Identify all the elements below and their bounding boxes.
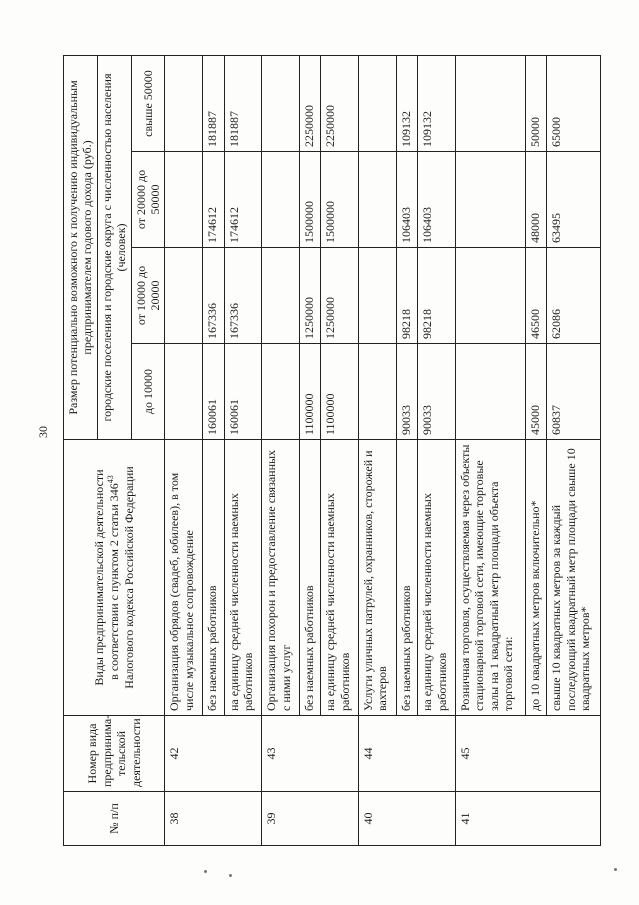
row-value: 160061	[202, 344, 224, 440]
header-activity-line1: Виды предпринимательской деятельности	[92, 469, 107, 686]
row-no: 38	[165, 792, 262, 846]
row-value	[165, 344, 203, 440]
row-type: 44	[359, 716, 456, 792]
scan-speck	[229, 874, 232, 877]
row-value	[165, 248, 203, 344]
row-value: 98218	[396, 248, 418, 344]
row-value	[262, 152, 300, 248]
row-activity: Услуги уличных патрулей, охранников, сторожей и вахтеров	[359, 440, 397, 716]
row-activity: на единицу средней численности наемных работников	[418, 440, 456, 716]
row-value: 2250000	[321, 55, 359, 151]
row-no: 41	[455, 792, 600, 846]
row-value	[455, 152, 525, 248]
row-value: 50000	[525, 55, 547, 151]
row-value: 106403	[396, 152, 418, 248]
row-value: 60837	[547, 344, 601, 440]
row-value: 2250000	[299, 55, 321, 151]
header-activity-footnote: 43	[106, 475, 116, 484]
row-type: 45	[455, 716, 600, 792]
row-value: 167336	[202, 248, 224, 344]
row-value: 167336	[224, 248, 262, 344]
row-value	[359, 248, 397, 344]
header-settlements: городские поселения и городские округа с численностью населения (человек)	[97, 55, 131, 439]
row-value: 106403	[418, 152, 456, 248]
row-type: 43	[262, 716, 359, 792]
header-sub-1: до 10000	[131, 344, 165, 440]
row-activity: без наемных работников	[299, 440, 321, 716]
row-activity: без наемных работников	[202, 440, 224, 716]
table-row	[262, 55, 300, 845]
row-value: 98218	[418, 248, 456, 344]
header-activity-line2: в соответствии с пунктом 2 статьи 346	[107, 483, 122, 680]
scan-speck	[204, 870, 207, 873]
row-value: 181887	[224, 55, 262, 151]
row-value: 174612	[224, 152, 262, 248]
page-number: 30	[36, 426, 50, 438]
row-value	[165, 152, 203, 248]
income-table	[63, 55, 601, 846]
header-type-number: Номер вида предпринима-тельской деятельности	[64, 716, 165, 792]
header-activity-line3: Налогового кодекса Российской Федерации	[121, 466, 136, 689]
row-value: 1500000	[299, 152, 321, 248]
scan-speck	[614, 868, 617, 871]
row-value: 46500	[525, 248, 547, 344]
row-value: 90033	[418, 344, 456, 440]
rotated-table-container	[63, 56, 601, 846]
row-value	[359, 344, 397, 440]
row-no: 39	[262, 792, 359, 846]
row-value: 160061	[224, 344, 262, 440]
row-value	[262, 248, 300, 344]
header-sub-4: свыше 50000	[131, 55, 165, 151]
table-row	[165, 55, 203, 845]
row-value: 65000	[547, 55, 601, 151]
row-value: 48000	[525, 152, 547, 248]
row-value: 90033	[396, 344, 418, 440]
row-value	[359, 55, 397, 151]
row-value	[455, 55, 525, 151]
header-no: № п/п	[64, 792, 165, 846]
row-activity: на единицу средней численности наемных работников	[321, 440, 359, 716]
table-row	[359, 55, 397, 845]
row-value	[359, 152, 397, 248]
header-income: Размер потенциально возможного к получению индивидуальным предпринимателем годового дохода (руб.)	[64, 55, 98, 439]
row-value: 62086	[547, 248, 601, 344]
row-activity: Организация обрядов (свадеб, юбилеев), в том числе музыкальное сопровождение	[165, 440, 203, 716]
row-value: 63495	[547, 152, 601, 248]
table-row	[455, 55, 525, 845]
row-value	[455, 344, 525, 440]
row-value: 1100000	[299, 344, 321, 440]
row-activity: на единицу средней численности наемных работников	[224, 440, 262, 716]
row-value: 109132	[396, 55, 418, 151]
row-value: 181887	[202, 55, 224, 151]
header-activity	[64, 440, 165, 716]
row-value: 1250000	[321, 248, 359, 344]
row-value: 1250000	[299, 248, 321, 344]
row-value: 1100000	[321, 344, 359, 440]
row-activity: свыше 10 квадратных метров за каждый последующий квадратный метр площади свыше 10 квадратных метров*	[547, 440, 601, 716]
row-value	[455, 248, 525, 344]
row-value	[165, 55, 203, 151]
row-value: 174612	[202, 152, 224, 248]
row-activity: Розничная торговля, осуществляемая через объекты стационарной торговой сети, имеющие торговые залы на 1 квадратный метр площади объекта торговой сети:	[455, 440, 525, 716]
header-sub-3: от 20000 до 50000	[131, 152, 165, 248]
row-activity: до 10 квадратных метров включительно*	[525, 440, 547, 716]
row-activity: без наемных работников	[396, 440, 418, 716]
row-value: 45000	[525, 344, 547, 440]
header-sub-2: от 10000 до 20000	[131, 248, 165, 344]
row-activity: Организация похорон и предоставление связанных с ними услуг	[262, 440, 300, 716]
row-value	[262, 344, 300, 440]
row-value: 1500000	[321, 152, 359, 248]
row-type: 42	[165, 716, 262, 792]
row-value: 109132	[418, 55, 456, 151]
row-value	[262, 55, 300, 151]
row-no: 40	[359, 792, 456, 846]
